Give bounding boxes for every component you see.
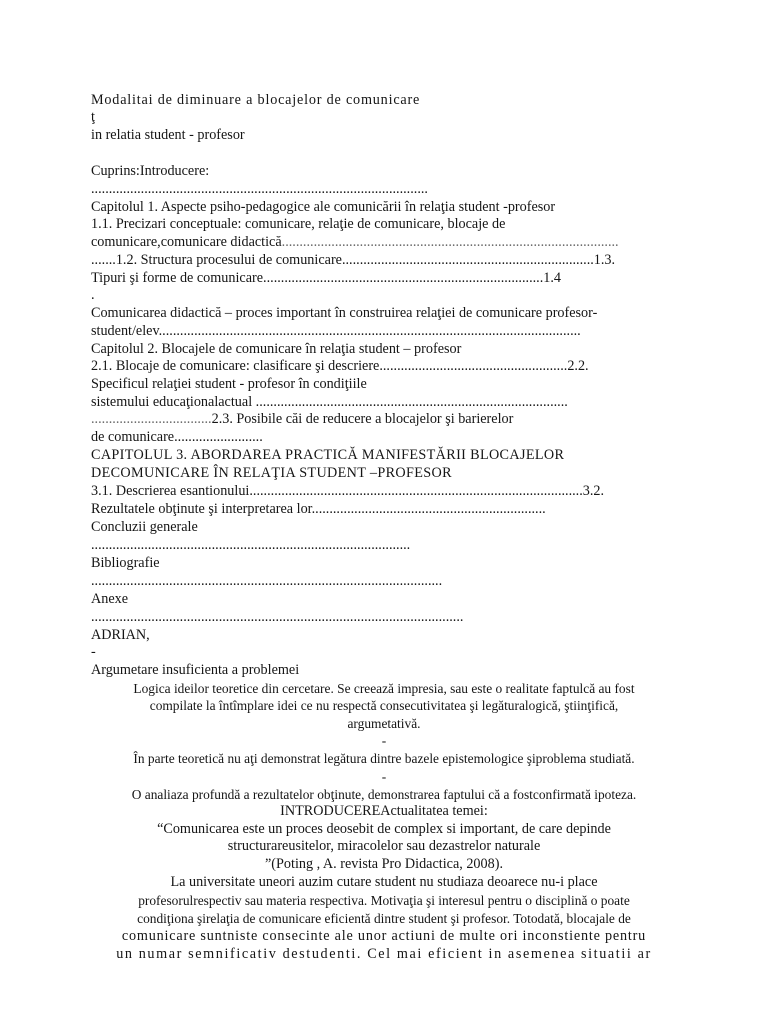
toc-entry-1-1-cont: comunicare,comunicare didactică............................................................................................... (91, 234, 619, 250)
quote-line-1: “Comunicarea este un proces deosebit de complex si important, de care depinde (157, 821, 611, 837)
review-paragraph-1-cont: compilate la întîmplare idei ce nu respectă consecutivitatea şi legăturalogică, ştiinţifică, (149, 698, 619, 713)
toc-entry-chapter-3: CAPITOLUL 3. ABORDAREA PRACTICĂ MANIFESTĂRII BLOCAJELOR (91, 447, 565, 463)
toc-dots: .......................................................................................... (91, 537, 411, 553)
review-paragraph-3: O analiaza profundă a rezultatelor obţinute, demonstrarea faptului că a fostconfirmată ipoteza. (131, 787, 637, 802)
toc-entry-bibliography: Bibliografie (91, 555, 160, 571)
document-title: Modalitai de diminuare a blocajelor de comunicare (91, 92, 421, 108)
toc-entry-3-1: 3.1. Descrierea esantionului..............................................................................................3.2. (91, 483, 605, 499)
toc-entry-2-3-cont: de comunicare......................... (91, 429, 263, 445)
toc-entry-2-3: ..................................2.3. Posibile căi de reducere a blocajelor şi barierelor (91, 411, 514, 427)
dash: - (381, 769, 387, 784)
review-paragraph-1-end: argumetativă. (347, 716, 421, 731)
reviewer-name: ADRIAN, (91, 627, 150, 643)
toc-entry-conclusions: Concluzii generale (91, 519, 198, 535)
document-subtitle: in relatia student - profesor (91, 127, 245, 143)
toc-entry-1-4-cont: student/elev....................................................................................................................... (91, 323, 581, 339)
body-line-2: profesorulrespectiv sau materia respectiva. Motivaţia şi interesul pentru o disciplină o poate (138, 893, 630, 908)
quote-citation: ”(Poting , A. revista Pro Didactica, 2008). (265, 856, 503, 872)
review-paragraph-2: În parte teoretică nu aţi demonstrat legătura dintre bazele epistemologice şiproblema studiată. (133, 751, 635, 766)
toc-dots: ......................................................................................................... (91, 609, 464, 625)
toc-entry-2-2-cont: sistemului educaţionalactual ........................................................................................ (91, 394, 568, 410)
toc-entry-annexes: Anexe (91, 591, 129, 607)
review-paragraph-1: Logica ideilor teoretice din cercetare. Se creează impresia, sau este o realitate faptulcă au fost (133, 681, 635, 696)
toc-entry-1-2: .......1.2. Structura procesului de comunicare.......................................................................1.3. (91, 252, 616, 268)
body-line-1: La universitate uneori auzim cutare student nu studiaza deoarece nu-i place (170, 874, 598, 890)
toc-entry-dot: . (91, 287, 95, 303)
toc-dots: ................................................................................................... (91, 573, 443, 589)
toc-dots: ............................................................................................... (91, 181, 428, 197)
toc-entry-1-3: Tipuri şi forme de comunicare...............................................................................1.4 (91, 270, 561, 286)
title-mark: ţ (91, 109, 95, 125)
review-heading: Argumetare insuficienta a problemei (91, 662, 300, 678)
toc-entry-chapter-3-cont: DECOMUNICARE ÎN RELAŢIA STUDENT –PROFESOR (91, 465, 452, 481)
toc-entry-chapter-1: Capitolul 1. Aspecte psiho-pedagogice ale comunicării în relaţia student -profesor (91, 199, 556, 215)
toc-entry-1-1: 1.1. Precizari conceptuale: comunicare, relaţie de comunicare, blocaje de (91, 216, 506, 232)
toc-entry-2-1: 2.1. Blocaje de comunicare: clasificare şi descriere.....................................................2.2. (91, 358, 589, 374)
toc-entry-3-2: Rezultatele obţinute şi interpretarea lor.................................................................. (91, 501, 546, 517)
toc-entry-1-4: Comunicarea didactică – proces important în construirea relaţiei de comunicare profesor- (91, 305, 598, 321)
dash: - (91, 644, 96, 660)
toc-heading: Cuprins:Introducere: (91, 163, 210, 179)
dash: - (381, 733, 387, 748)
toc-entry-chapter-2: Capitolul 2. Blocajele de comunicare în relaţia student – profesor (91, 341, 462, 357)
introduction-heading: INTRODUCEREActualitatea temei: (280, 803, 488, 819)
body-line-5: un numar semnificativ destudenti. Cel mai eficient in asemenea situatii ar (116, 946, 652, 962)
quote-line-2: structurareusitelor, miracolelor sau dezastrelor naturale (227, 838, 541, 854)
body-line-3: condiţiona şirelaţia de comunicare eficientă dintre student şi profesor. Totodată, blocajale de (137, 911, 631, 926)
body-line-4: comunicare suntniste consecinte ale unor actiuni de multe ori inconstiente pentru (121, 928, 647, 944)
toc-entry-2-2: Specificul relaţiei student - profesor în condiţiile (91, 376, 367, 392)
